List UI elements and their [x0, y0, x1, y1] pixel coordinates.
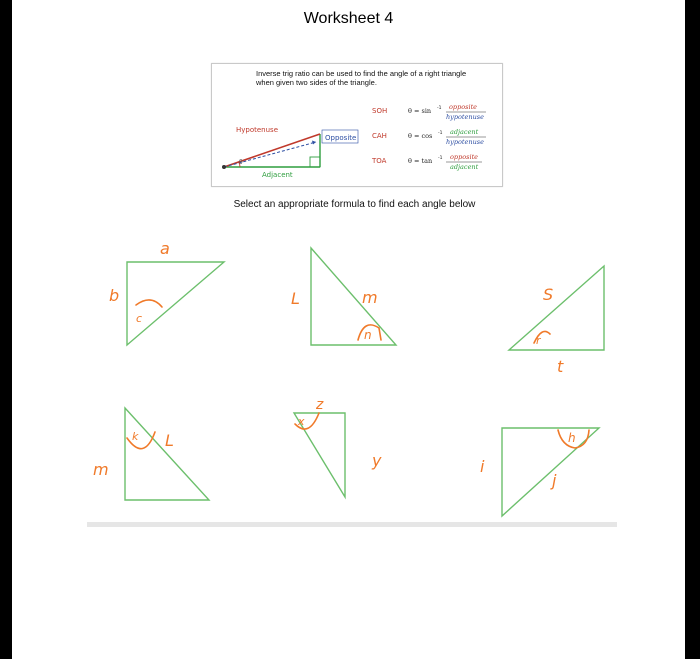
formula-name: SOH [372, 107, 388, 115]
worksheet-page [12, 0, 685, 659]
formula-lhs: θ = sin [408, 107, 432, 115]
formula-numerator: opposite [449, 103, 478, 111]
triangle-k-side-label: m [93, 460, 109, 479]
triangle-h-angle-label: h [568, 431, 576, 445]
formula-numerator: adjacent [450, 128, 479, 136]
formula-lhs: θ = cos [408, 132, 433, 140]
triangle-k-side-label: L [165, 431, 174, 450]
adjacent-label: Adjacent [262, 171, 293, 179]
triangle-r-side-label: t [557, 357, 564, 376]
triangle-x-side-label: z [316, 397, 324, 413]
triangle-c [127, 262, 224, 345]
instruction-text: Select an appropriate formula to find each angle below [233, 199, 476, 210]
triangle-r [509, 266, 604, 350]
triangle-x-side-label: y [372, 451, 382, 470]
triangle-n-side-label: m [362, 288, 378, 307]
formula-numerator: opposite [450, 153, 479, 161]
angle-arc-c [136, 300, 162, 307]
triangle-r-angle-label: r [536, 334, 541, 347]
triangle-k [125, 408, 209, 500]
formula-name: TOA [372, 157, 387, 165]
inverse-exponent: -1 [438, 131, 443, 136]
triangle-r-side-label: S [543, 285, 554, 304]
divider [87, 522, 617, 527]
hypotenuse-label: Hypotenuse [236, 126, 279, 134]
triangle-k-angle-label: k [132, 430, 139, 443]
triangle-n-angle-label: n [364, 328, 372, 342]
formula-denominator: adjacent [450, 163, 479, 171]
reference-intro: Inverse trig ratio can be used to find the angle of a right triangle when given two sides of the triangle. [256, 69, 467, 87]
opposite-label: Opposite [325, 134, 357, 142]
triangle-c-side-label: b [109, 286, 120, 305]
formula-lhs: θ = tan [408, 157, 433, 165]
triangle-c-side-label: a [160, 239, 170, 258]
triangle-n-side-label: L [291, 289, 300, 308]
formula-denominator: hypotenuse [446, 138, 484, 146]
inverse-exponent: -1 [438, 156, 443, 161]
formula-name: CAH [372, 132, 387, 140]
theta-label: θ [239, 159, 243, 166]
inverse-exponent: -1 [437, 106, 442, 111]
triangle-h [502, 428, 599, 516]
formula-denominator: hypotenuse [446, 113, 484, 121]
triangle-n [311, 248, 396, 345]
triangle-h-side-label: i [480, 457, 485, 476]
triangle-c-angle-label: c [136, 312, 143, 325]
triangle-figures [12, 0, 685, 659]
triangle-h-side-label: j [552, 471, 557, 490]
page-title: Worksheet 4 [303, 10, 394, 27]
triangle-x-angle-label: x [298, 415, 305, 428]
